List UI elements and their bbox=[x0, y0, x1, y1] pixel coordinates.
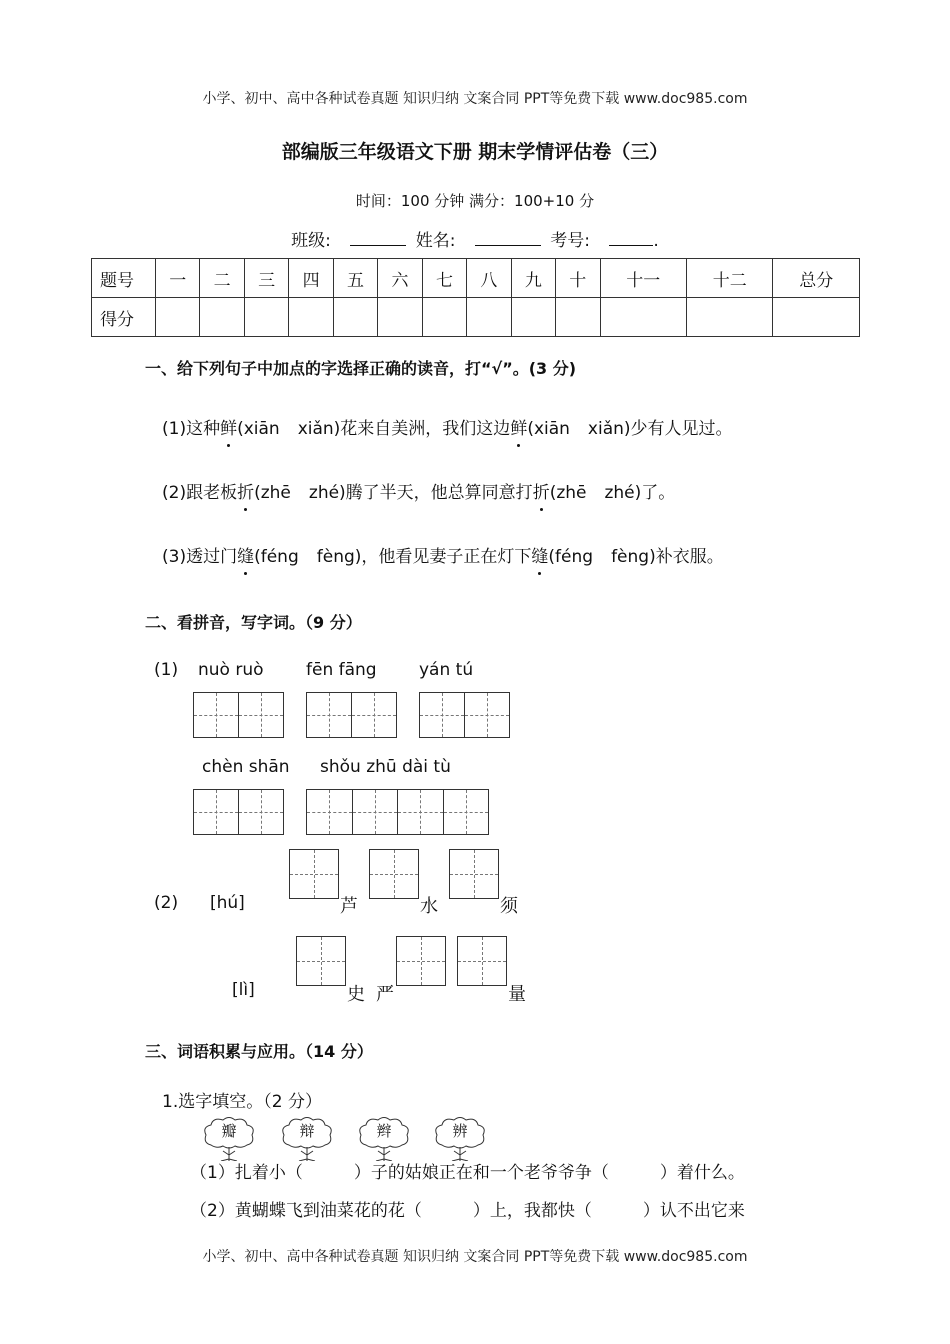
writing-grid[interactable] bbox=[306, 692, 397, 738]
dotted-char: 折 bbox=[237, 483, 255, 503]
dotted-char: 鲜 bbox=[510, 419, 528, 439]
q3-text-c: fèng)，他看见妻子正在灯下 bbox=[316, 547, 532, 567]
part-label: (1) bbox=[154, 660, 179, 680]
char-box[interactable] bbox=[396, 936, 446, 986]
q2-text-a: (2)跟老板 bbox=[162, 483, 238, 503]
q2-text-e: zhé)了。 bbox=[604, 483, 676, 503]
score-cell[interactable] bbox=[686, 298, 772, 337]
table-cell: 十二 bbox=[686, 259, 772, 298]
tree-char: 辩 bbox=[299, 1122, 315, 1140]
table-cell: 六 bbox=[378, 259, 422, 298]
section3-q2: （2）黄蝴蝶飞到油菜花的花（ ）上，我都快（ ）认不出它来 bbox=[190, 1201, 745, 1221]
char-box[interactable] bbox=[289, 849, 339, 899]
dotted-char: 缝 bbox=[531, 547, 549, 567]
section2-title: 二、看拼音，写字词。（9 分） bbox=[145, 613, 362, 632]
section1-title: 一、给下列句子中加点的字选择正确的读音，打“√”。(3 分) bbox=[145, 359, 577, 378]
q2-option-1[interactable]: (zhē bbox=[254, 483, 291, 503]
given-char: 量 bbox=[508, 984, 526, 1005]
char-box[interactable] bbox=[449, 849, 499, 899]
table-row-header bbox=[92, 259, 860, 298]
info-end: . bbox=[653, 231, 659, 251]
section1-q2 bbox=[162, 478, 675, 503]
pinyin-label: nuò ruò bbox=[198, 660, 264, 680]
dotted-char: 折 bbox=[532, 483, 550, 503]
table-row-score bbox=[92, 298, 860, 337]
score-cell[interactable] bbox=[556, 298, 600, 337]
pinyin-label: [lì] bbox=[232, 980, 255, 1000]
given-char: 史 bbox=[347, 984, 365, 1005]
writing-grid[interactable] bbox=[419, 692, 510, 738]
page-title: 部编版三年级语文下册 期末学情评估卷（三） bbox=[281, 141, 669, 163]
q3-option-3[interactable]: (féng bbox=[548, 547, 594, 567]
section3-title: 三、词语积累与应用。（14 分） bbox=[145, 1042, 373, 1061]
q3-option-1[interactable]: (féng bbox=[254, 547, 299, 567]
table-cell: 得分 bbox=[92, 298, 156, 337]
tree-char: 辨 bbox=[452, 1122, 468, 1140]
table-cell: 一 bbox=[156, 259, 200, 298]
score-cell[interactable] bbox=[422, 298, 466, 337]
score-cell[interactable] bbox=[244, 298, 288, 337]
table-cell: 三 bbox=[244, 259, 288, 298]
score-cell[interactable] bbox=[773, 298, 860, 337]
class-blank[interactable] bbox=[350, 231, 406, 246]
name-blank[interactable] bbox=[475, 231, 541, 246]
char-box[interactable] bbox=[369, 849, 419, 899]
score-cell[interactable] bbox=[600, 298, 686, 337]
footer-note: 小学、初中、高中各种试卷真题 知识归纳 文案合同 PPT等免费下载 www.doc985.com bbox=[202, 1249, 748, 1265]
tree-icon bbox=[432, 1115, 488, 1161]
char-box[interactable] bbox=[296, 936, 346, 986]
tree-char: 瓣 bbox=[221, 1122, 237, 1140]
pinyin-label: chèn shān bbox=[202, 757, 290, 777]
given-char: 芦 bbox=[340, 896, 358, 917]
q1-text-a: (1)这种 bbox=[162, 419, 221, 439]
class-label: 班级: bbox=[291, 231, 331, 251]
table-cell: 七 bbox=[422, 259, 466, 298]
exam-meta: 时间：100 分钟 满分：100+10 分 bbox=[355, 192, 595, 210]
id-label: 考号: bbox=[550, 231, 590, 251]
writing-grid[interactable] bbox=[193, 789, 284, 835]
section3-q1: （1）扎着小（ ）子的姑娘正在和一个老爷爷争（ ）着什么。 bbox=[190, 1163, 745, 1183]
char-box[interactable] bbox=[457, 936, 507, 986]
part-label: (2) bbox=[154, 893, 179, 913]
student-info bbox=[0, 226, 950, 251]
given-char: 水 bbox=[420, 896, 438, 917]
score-cell[interactable] bbox=[511, 298, 555, 337]
pinyin-label: shǒu zhū dài tù bbox=[320, 757, 451, 777]
tree-icon bbox=[201, 1115, 257, 1161]
q1-text-e: xiǎn)少有人见过。 bbox=[587, 419, 733, 439]
table-cell: 题号 bbox=[92, 259, 156, 298]
score-table bbox=[91, 258, 860, 337]
score-cell[interactable] bbox=[467, 298, 511, 337]
score-cell[interactable] bbox=[333, 298, 377, 337]
pinyin-label: yán tú bbox=[419, 660, 474, 680]
table-cell: 九 bbox=[511, 259, 555, 298]
q1-text-c: xiǎn)花来自美洲，我们这边 bbox=[297, 419, 511, 439]
dotted-char: 鲜 bbox=[220, 419, 238, 439]
table-cell: 十一 bbox=[600, 259, 686, 298]
score-cell[interactable] bbox=[156, 298, 200, 337]
q2-text-c: zhé)腾了半天，他总算同意打 bbox=[308, 483, 533, 503]
given-char: 严 bbox=[376, 984, 394, 1005]
table-cell: 总分 bbox=[773, 259, 860, 298]
tree-icon bbox=[279, 1115, 335, 1161]
pinyin-label: fēn fāng bbox=[306, 660, 377, 680]
score-cell[interactable] bbox=[200, 298, 244, 337]
table-cell: 五 bbox=[333, 259, 377, 298]
pinyin-label: [hú] bbox=[210, 893, 245, 913]
q3-text-e: fèng)补衣服。 bbox=[611, 547, 724, 567]
name-label: 姓名: bbox=[415, 231, 456, 251]
q2-option-3[interactable]: (zhē bbox=[549, 483, 587, 503]
section1-q1 bbox=[162, 414, 733, 439]
tree-char: 辫 bbox=[376, 1122, 392, 1140]
header-note: 小学、初中、高中各种试卷真题 知识归纳 文案合同 PPT等免费下载 www.doc985.com bbox=[202, 91, 748, 107]
section1-q3 bbox=[162, 542, 724, 567]
score-cell[interactable] bbox=[378, 298, 422, 337]
given-char: 须 bbox=[500, 896, 518, 917]
table-cell: 二 bbox=[200, 259, 244, 298]
tree-icon bbox=[356, 1115, 412, 1161]
q1-option-1[interactable]: (xiān bbox=[237, 419, 280, 439]
id-blank[interactable] bbox=[609, 231, 653, 246]
score-cell[interactable] bbox=[289, 298, 333, 337]
table-cell: 十 bbox=[556, 259, 600, 298]
dotted-char: 缝 bbox=[237, 547, 255, 567]
table-cell: 八 bbox=[467, 259, 511, 298]
writing-grid[interactable] bbox=[306, 789, 489, 835]
table-cell: 四 bbox=[289, 259, 333, 298]
q3-text-a: (3)透过门 bbox=[162, 547, 238, 567]
writing-grid[interactable] bbox=[193, 692, 284, 738]
section3-sub1: 1.选字填空。（2 分） bbox=[162, 1092, 322, 1112]
q1-option-3[interactable]: (xiān bbox=[527, 419, 570, 439]
